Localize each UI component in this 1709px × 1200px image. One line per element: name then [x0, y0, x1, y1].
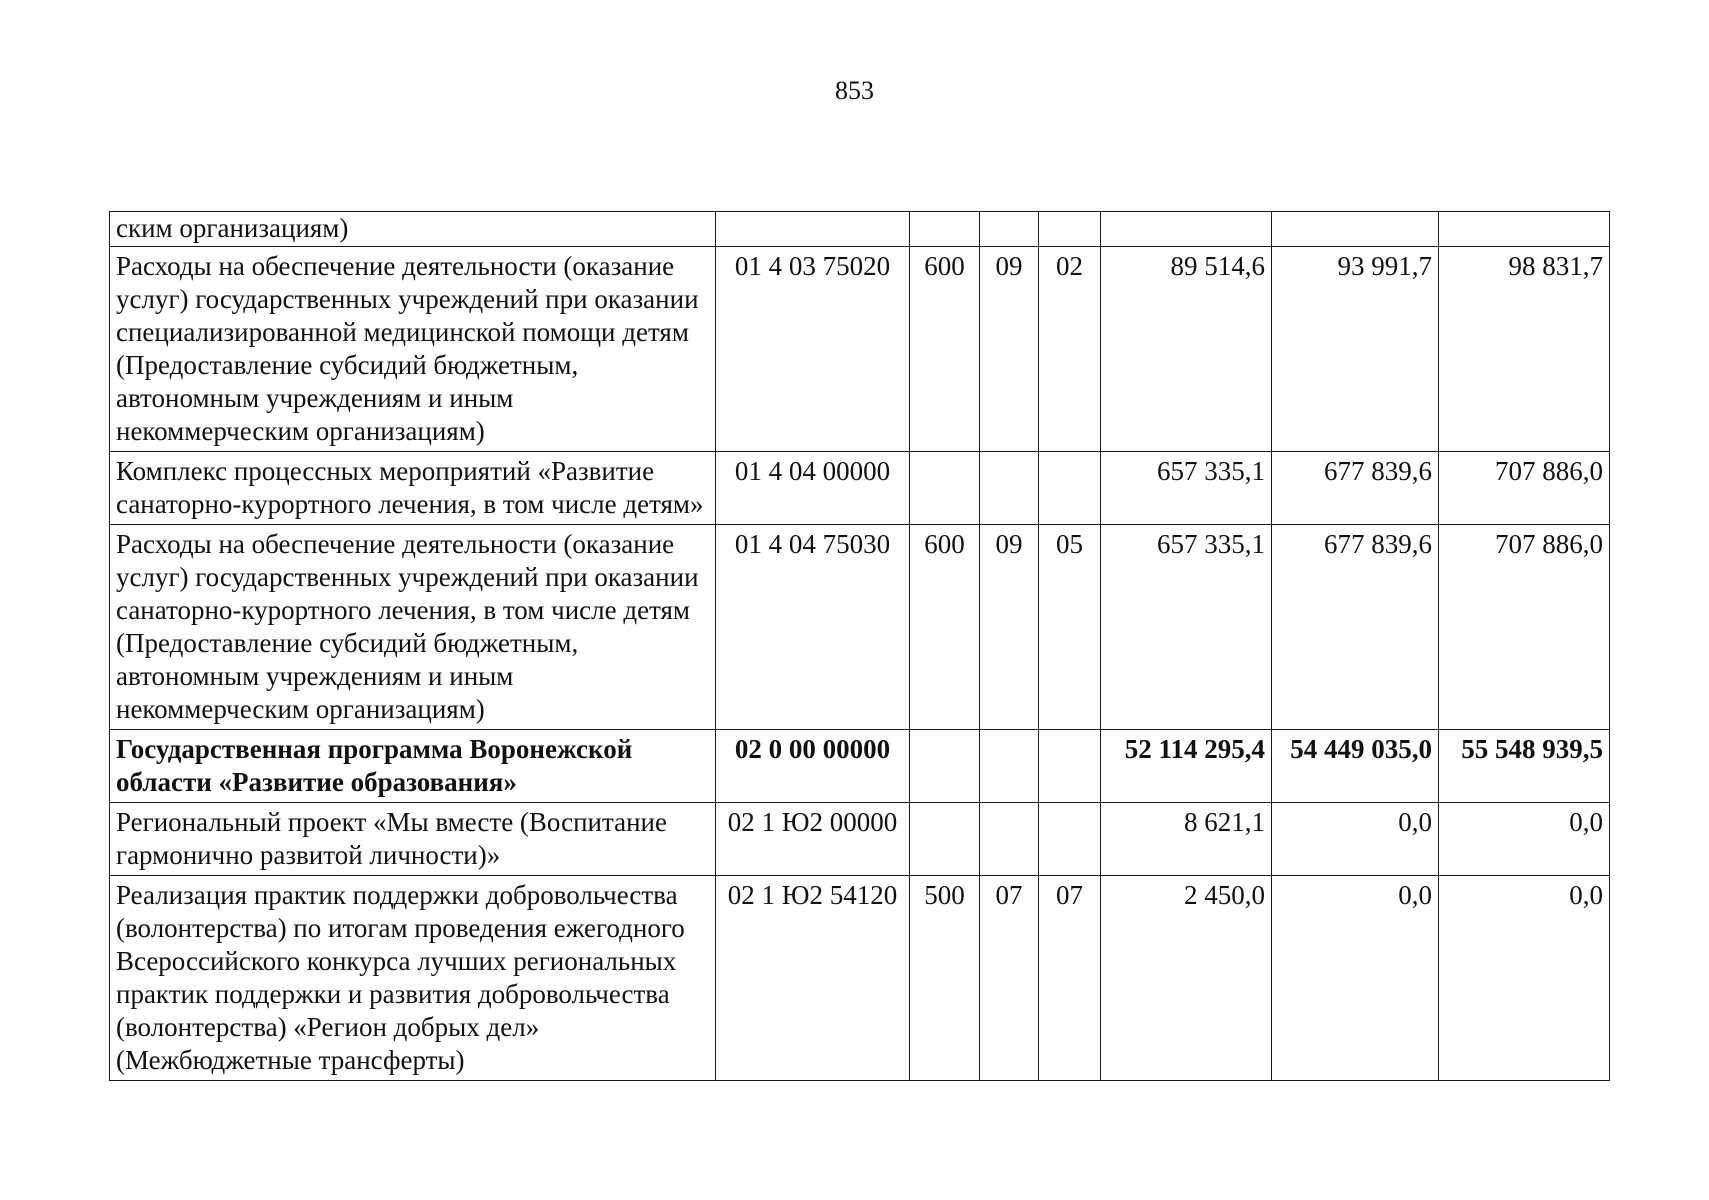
row-target-code: 01 4 04 00000 [716, 452, 910, 525]
row-sum-year-1: 657 335,1 [1101, 452, 1272, 525]
row-expense-type [910, 212, 980, 247]
row-expense-type: 600 [910, 247, 980, 452]
row-section [980, 212, 1039, 247]
row-sum-year-2: 677 839,6 [1272, 452, 1439, 525]
row-sum-year-1: 89 514,6 [1101, 247, 1272, 452]
row-sum-year-1 [1101, 212, 1272, 247]
row-sum-year-2 [1272, 212, 1439, 247]
row-expense-type: 600 [910, 525, 980, 730]
row-section [980, 452, 1039, 525]
row-subsection [1039, 803, 1101, 876]
row-sum-year-1: 2 450,0 [1101, 876, 1272, 1081]
row-section [980, 803, 1039, 876]
row-name: Расходы на обеспечение деятельности (оказание услуг) государственных учреждений при оказании специализированной медицинской помощи детям (Предоставление субсидий бюджетным, автономным учреждениям и иным некоммерческим организациям) [110, 247, 716, 452]
table-row [110, 247, 1610, 452]
table-row [110, 876, 1610, 1081]
row-sum-year-3: 707 886,0 [1439, 525, 1610, 730]
row-name: ским организациям) [110, 212, 716, 247]
row-sum-year-3: 0,0 [1439, 803, 1610, 876]
row-expense-type [910, 803, 980, 876]
row-expense-type [910, 730, 980, 803]
row-sum-year-2: 0,0 [1272, 876, 1439, 1081]
row-sum-year-1: 52 114 295,4 [1101, 730, 1272, 803]
row-expense-type [910, 452, 980, 525]
row-sum-year-3: 707 886,0 [1439, 452, 1610, 525]
row-subsection: 05 [1039, 525, 1101, 730]
page-number: 853 [835, 76, 874, 105]
table-row [110, 452, 1610, 525]
row-target-code: 01 4 04 75030 [716, 525, 910, 730]
row-target-code: 02 0 00 00000 [716, 730, 910, 803]
row-sum-year-2: 677 839,6 [1272, 525, 1439, 730]
row-subsection: 02 [1039, 247, 1101, 452]
table-row [110, 212, 1610, 247]
row-section [980, 730, 1039, 803]
row-subsection [1039, 452, 1101, 525]
row-name: Комплекс процессных мероприятий «Развитие санаторно-курортного лечения, в том числе детям» [110, 452, 716, 525]
row-subsection [1039, 730, 1101, 803]
row-subsection [1039, 212, 1101, 247]
row-sum-year-3: 55 548 939,5 [1439, 730, 1610, 803]
row-target-code: 02 1 Ю2 00000 [716, 803, 910, 876]
row-section: 07 [980, 876, 1039, 1081]
table-row [110, 525, 1610, 730]
row-sum-year-2: 93 991,7 [1272, 247, 1439, 452]
row-sum-year-3: 0,0 [1439, 876, 1610, 1081]
table-row [110, 803, 1610, 876]
row-sum-year-2: 54 449 035,0 [1272, 730, 1439, 803]
row-name: Государственная программа Воронежской области «Развитие образования» [110, 730, 716, 803]
row-sum-year-1: 8 621,1 [1101, 803, 1272, 876]
row-target-code: 01 4 03 75020 [716, 247, 910, 452]
table-row [110, 730, 1610, 803]
row-subsection: 07 [1039, 876, 1101, 1081]
row-expense-type: 500 [910, 876, 980, 1081]
row-sum-year-3 [1439, 212, 1610, 247]
row-name: Региональный проект «Мы вместе (Воспитание гармонично развитой личности)» [110, 803, 716, 876]
row-sum-year-3: 98 831,7 [1439, 247, 1610, 452]
row-sum-year-2: 0,0 [1272, 803, 1439, 876]
row-target-code [716, 212, 910, 247]
row-name: Расходы на обеспечение деятельности (оказание услуг) государственных учреждений при оказании санаторно-курортного лечения, в том числе детям (Предоставление субсидий бюджетным, автономным учреждениям и иным некоммерческим организациям) [110, 525, 716, 730]
row-section: 09 [980, 247, 1039, 452]
budget-table [109, 211, 1610, 1081]
row-target-code: 02 1 Ю2 54120 [716, 876, 910, 1081]
row-name: Реализация практик поддержки добровольчества (волонтерства) по итогам проведения ежегодного Всероссийского конкурса лучших региональных практик поддержки и развития добровольчества (волонтерства) «Регион добрых дел» (Межбюджетные трансферты) [110, 876, 716, 1081]
row-section: 09 [980, 525, 1039, 730]
row-sum-year-1: 657 335,1 [1101, 525, 1272, 730]
